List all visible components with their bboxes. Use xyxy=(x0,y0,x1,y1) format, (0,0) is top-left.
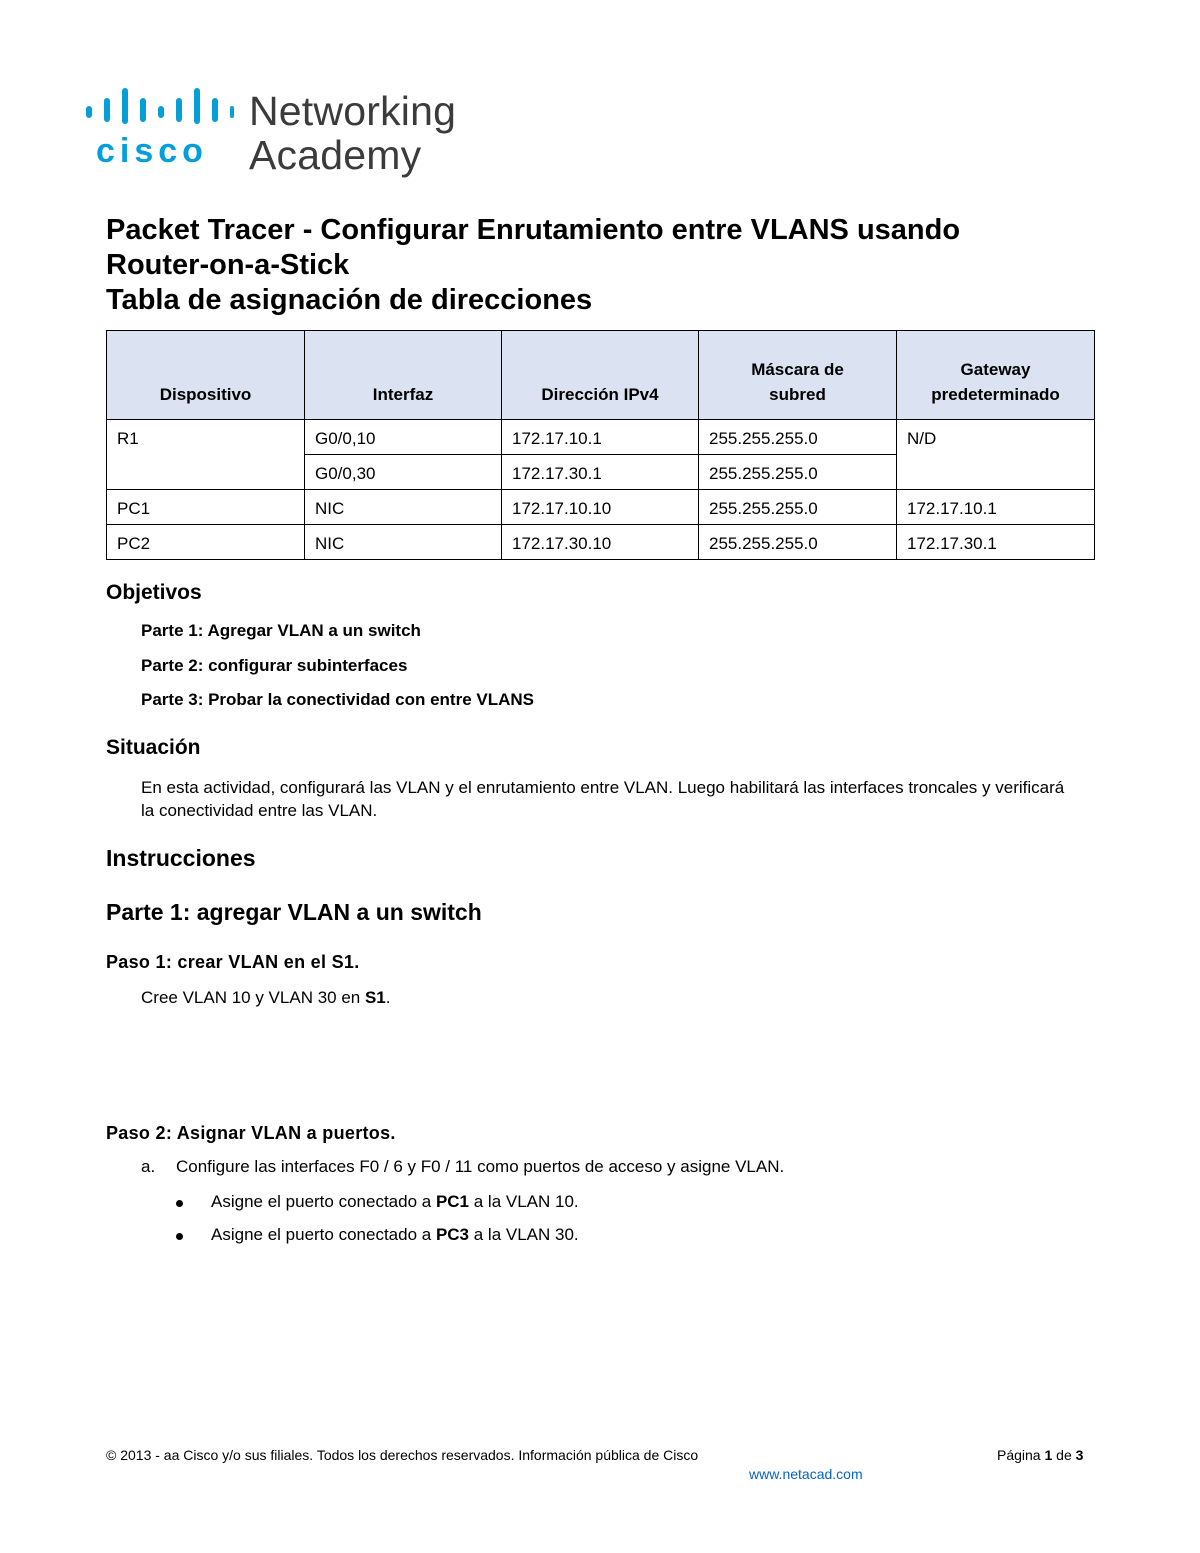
cisco-bars-icon xyxy=(84,86,234,130)
header-line: Gateway xyxy=(960,360,1031,379)
page-total: 3 xyxy=(1075,1447,1084,1463)
paso1-text-pre: Cree VLAN 10 y VLAN 30 en xyxy=(141,988,365,1007)
page-label: Página xyxy=(997,1447,1045,1463)
table-cell: G0/0,10 xyxy=(305,420,502,455)
footer-page-number xyxy=(997,1447,1083,1463)
cisco-wordmark: cisco xyxy=(96,132,208,170)
header-line: subred xyxy=(769,385,826,404)
title-line-2: Router-on-a-Stick xyxy=(106,249,350,281)
addressing-table xyxy=(106,330,1095,560)
header-mascara xyxy=(699,331,897,420)
paso2-bullet-2 xyxy=(211,1225,579,1245)
header-gateway xyxy=(897,331,1095,420)
table-cell: 172.17.30.10 xyxy=(502,525,699,560)
parte1-heading: Parte 1: agregar VLAN a un switch xyxy=(106,899,482,925)
netacad-link[interactable]: www.netacad.com xyxy=(749,1466,863,1482)
header-line: Máscara de xyxy=(751,360,844,379)
table-cell: NIC xyxy=(305,525,502,560)
paso2-heading: Paso 2: Asignar VLAN a puertos. xyxy=(106,1123,396,1143)
bullet-1-pre: Asigne el puerto conectado a xyxy=(211,1192,436,1211)
table-cell: 172.17.10.1 xyxy=(502,420,699,455)
header-direccion-ipv4: Dirección IPv4 xyxy=(502,331,699,420)
table-row xyxy=(107,420,1095,455)
page-of: de xyxy=(1052,1447,1076,1463)
header-interfaz: Interfaz xyxy=(305,331,502,420)
table-cell: PC1 xyxy=(107,490,305,525)
bullet-2-pre: Asigne el puerto conectado a xyxy=(211,1225,436,1244)
bullet-2-post: a la VLAN 30. xyxy=(469,1225,579,1244)
bullet-1-post: a la VLAN 10. xyxy=(469,1192,579,1211)
table-cell: 255.255.255.0 xyxy=(699,455,897,490)
objetivo-item: Parte 1: Agregar VLAN a un switch xyxy=(141,621,421,640)
objetivo-item: Parte 2: configurar subinterfaces xyxy=(141,656,408,675)
header-line: predeterminado xyxy=(931,385,1060,404)
bullet-icon xyxy=(176,1200,183,1207)
title-line-1: Packet Tracer - Configurar Enrutamiento entre VLANS usando xyxy=(106,214,961,246)
header-dispositivo: Dispositivo xyxy=(107,331,305,420)
table-row xyxy=(107,525,1095,560)
title-line-3: Tabla de asignación de direcciones xyxy=(106,284,593,316)
instrucciones-heading: Instrucciones xyxy=(106,845,256,871)
table-cell: 172.17.30.1 xyxy=(502,455,699,490)
table-cell: PC2 xyxy=(107,525,305,560)
situacion-text: En esta actividad, configurará las VLAN y el enrutamiento entre VLAN. Luego habilitará las interfaces troncales y verificará la conectividad entre las VLAN. xyxy=(141,778,1065,820)
bullet-icon xyxy=(176,1233,183,1240)
table-cell: N/D xyxy=(897,420,1095,455)
objetivo-item: Parte 3: Probar la conectividad con entre VLANS xyxy=(141,690,535,709)
situacion-heading: Situación xyxy=(106,736,201,759)
footer-copyright: © 2013 - aa Cisco y/o sus filiales. Todos los derechos reservados. Información pública de Cisco xyxy=(106,1447,699,1463)
paso2-item-a-marker: a. xyxy=(141,1157,156,1176)
page-current: 1 xyxy=(1044,1447,1053,1463)
paso2-item-a: Configure las interfaces F0 / 6 y F0 / 11 como puertos de acceso y asigne VLAN. xyxy=(176,1157,785,1176)
paso1-text-post: . xyxy=(385,988,391,1007)
bullet-1-bold: PC1 xyxy=(435,1192,470,1211)
logo-networking-text: Networking xyxy=(249,88,457,134)
table-cell: 255.255.255.0 xyxy=(699,420,897,455)
cisco-networking-academy-logo xyxy=(84,86,464,182)
table-cell xyxy=(897,455,1095,490)
table-cell xyxy=(107,455,305,490)
paso2-bullet-1 xyxy=(211,1192,579,1212)
bullet-2-bold: PC3 xyxy=(435,1225,470,1244)
table-cell: G0/0,30 xyxy=(305,455,502,490)
table-row xyxy=(107,490,1095,525)
paso1-text xyxy=(141,988,391,1008)
table-cell: 172.17.10.10 xyxy=(502,490,699,525)
table-header-row xyxy=(107,331,1095,420)
table-cell: 172.17.30.1 xyxy=(897,525,1095,560)
table-cell: 255.255.255.0 xyxy=(699,525,897,560)
logo-academy-text: Academy xyxy=(249,132,422,178)
paso1-heading: Paso 1: crear VLAN en el S1. xyxy=(106,952,360,972)
page-title xyxy=(106,213,1096,318)
table-cell: 172.17.10.1 xyxy=(897,490,1095,525)
objetivos-heading: Objetivos xyxy=(106,581,202,604)
paso1-text-bold: S1 xyxy=(364,988,386,1007)
table-cell: R1 xyxy=(107,420,305,455)
table-cell: NIC xyxy=(305,490,502,525)
table-row xyxy=(107,455,1095,490)
table-cell: 255.255.255.0 xyxy=(699,490,897,525)
